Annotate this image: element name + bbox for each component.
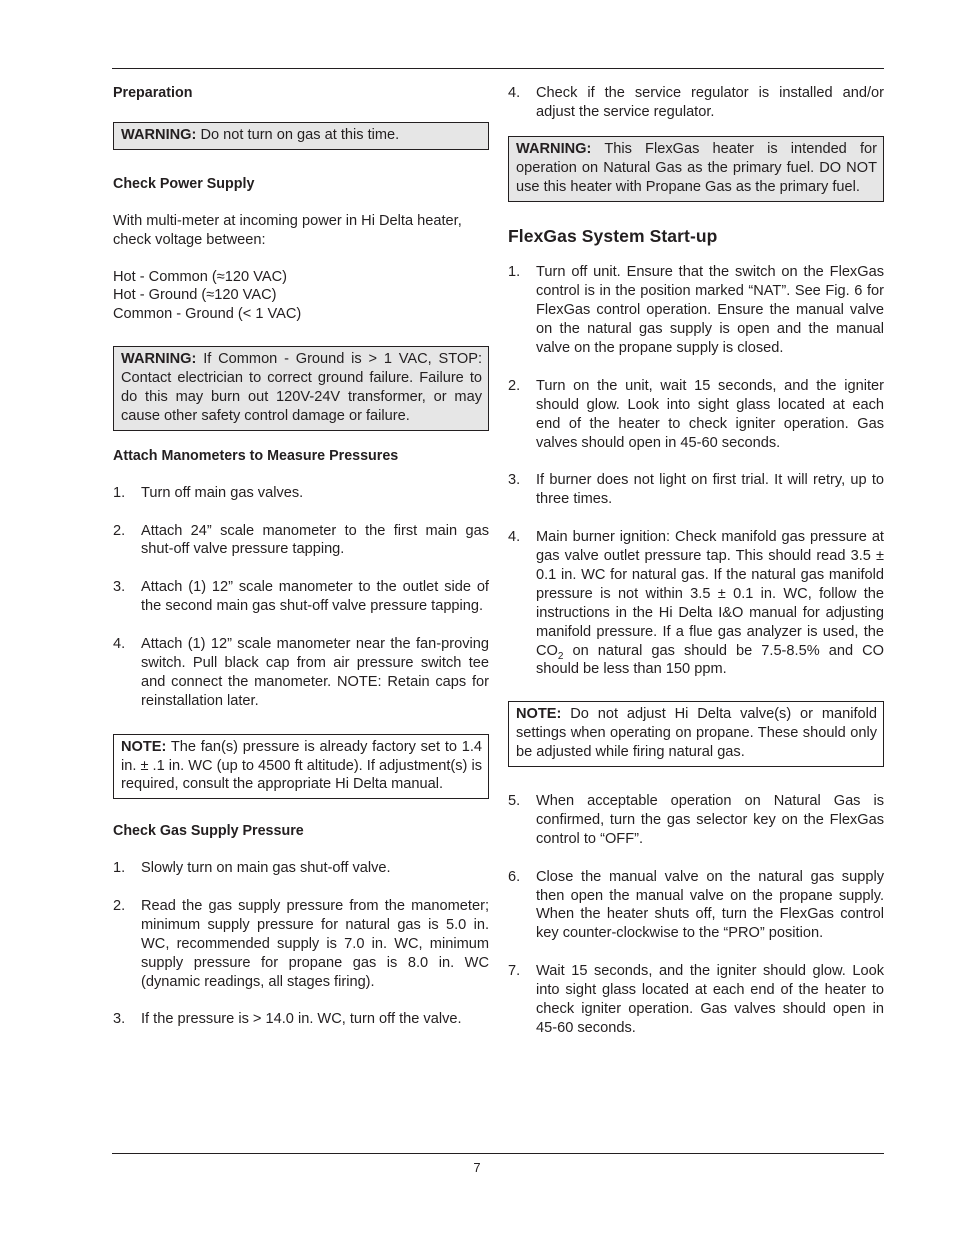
page-number: 7 bbox=[473, 1160, 481, 1175]
manometers-heading: Attach Manometers to Measure Pressures bbox=[113, 447, 399, 464]
note-text: Do not adjust Hi Delta valve(s) or manifold settings when operating on propane. These should only be adjusted while firing natural gas. bbox=[516, 706, 877, 761]
warning-label: WARNING: bbox=[121, 126, 197, 143]
list-item: 1. Turn off main gas valves. bbox=[113, 484, 304, 501]
startup-steps bbox=[508, 263, 884, 679]
final-steps bbox=[508, 792, 884, 1038]
top-rule bbox=[112, 68, 884, 69]
warning-text: Do not turn on gas at this time. bbox=[200, 126, 400, 143]
list-item: 2. Read the gas supply pressure from the manometer; minimum supply pressure for natural gas is 5.0 in. WC, recommended supply is 7.0 in. WC, minimum supply pressure for propane gas is 8.0 in. WC (dynamic readings, all stages firing). bbox=[113, 898, 489, 990]
list-item: 7. Wait 15 seconds, and the igniter should glow. Look into sight glass located at each end of the heater to check igniter operation. Gas valves should open in 45-60 seconds. bbox=[508, 963, 884, 1036]
preparation-heading: Preparation bbox=[113, 85, 193, 101]
power-supply-heading: Check Power Supply bbox=[113, 175, 255, 192]
regulator-step bbox=[508, 84, 884, 122]
warning-label: WARNING: bbox=[516, 140, 592, 157]
gas-supply-heading: Check Gas Supply Pressure bbox=[113, 823, 304, 840]
list-item: 4. Attach (1) 12” scale manometer near the fan-proving switch. Pull black cap from air pressure switch tee and connect the manometer. NOTE: Retain caps for reinstallation later. bbox=[113, 635, 489, 709]
power-intro: With multi-meter at incoming power in Hi Delta heater, check voltage between: bbox=[113, 212, 462, 248]
startup-heading: FlexGas System Start-up bbox=[508, 225, 718, 246]
voltage-list bbox=[113, 268, 489, 325]
note-label: NOTE: bbox=[516, 706, 562, 723]
voltage-line: Hot - Ground (≈120 VAC) bbox=[113, 287, 277, 304]
gas-supply-steps bbox=[113, 859, 489, 1029]
right-column bbox=[508, 84, 884, 1038]
voltage-line: Common - Ground (< 1 VAC) bbox=[113, 306, 302, 323]
list-item: 6. Close the manual valve on the natural gas supply then open the manual valve on the propane supply. When the heater shuts off, turn the FlexGas control key counter-clockwise to the “PRO” position. bbox=[508, 868, 884, 942]
list-item: 4. Check if the service regulator is installed and/or adjust the service regulator. bbox=[508, 85, 884, 120]
list-item: 1. Turn off unit. Ensure that the switch on the FlexGas control is in the position marked “NAT”. See Fig. 6 for FlexGas control operation. Ensure the manual valve on the natural gas supply is open and the manual valve on the propane supply is closed. bbox=[508, 264, 884, 357]
list-item: 3. If burner does not light on first trial. It will retry, up to three times. bbox=[508, 472, 884, 508]
manometer-steps bbox=[113, 484, 489, 711]
note-propane-box bbox=[508, 701, 884, 767]
list-item: 5. When acceptable operation on Natural Gas is confirmed, turn the gas selector key on the FlexGas control to “OFF”. bbox=[508, 793, 884, 847]
list-item: 3. If the pressure is > 14.0 in. WC, turn off the valve. bbox=[113, 1011, 462, 1028]
voltage-line: Hot - Common (≈120 VAC) bbox=[113, 268, 287, 285]
note-text: The fan(s) pressure is already factory set to 1.4 in. ± .1 in. WC (up to 4500 ft altitude). If adjustment(s) is required, consult the appropriate Hi Delta manual. bbox=[121, 738, 483, 793]
bottom-rule bbox=[112, 1153, 884, 1154]
warning-label: WARNING: bbox=[121, 351, 197, 368]
warning-ground-box bbox=[113, 346, 489, 431]
warning-text: If Common - Ground is > 1 VAC, STOP: Contact electrician to correct ground failure. Failure to do this may burn out 120V-24V transformer, or may cause other safety control damage or failure. bbox=[121, 351, 483, 424]
list-item: 1. Slowly turn on main gas shut-off valve. bbox=[113, 860, 391, 877]
left-column bbox=[113, 84, 489, 1029]
note-label: NOTE: bbox=[121, 738, 167, 755]
warning-text: This FlexGas heater is intended for operation on Natural Gas as the primary fuel. DO NOT use this heater with Propane Gas as the primary fuel. bbox=[516, 140, 877, 195]
warning-propane-box bbox=[508, 136, 884, 202]
note-fan-pressure-box bbox=[113, 734, 489, 800]
list-item: 2. Attach 24” scale manometer to the first main gas shut-off valve pressure tapping. bbox=[113, 522, 489, 558]
list-item: 2. Turn on the unit, wait 15 seconds, and the igniter should glow. Look into sight glass located at each end of the heater to check igniter operation. Gas valves should open in 45-60 seconds. bbox=[508, 377, 884, 451]
list-item: 3. Attach (1) 12” scale manometer to the outlet side of the second main gas shut-off valve pressure tapping. bbox=[113, 579, 489, 615]
list-item: 4. Main burner ignition: Check manifold gas pressure at gas valve outlet pressure tap. This should read 3.5 ± 0.1 in. WC for natural gas. If the natural gas manifold pressure is not within 3.5 ± 0.1 in. WC, follow the instructions in the Hi Delta I&O manual for adjusting manifold pressure. If a flue gas analyzer is used, the $CO_2$ on natural gas should be 7.5-8.5% and CO should be less than 150 ppm. bbox=[508, 529, 884, 678]
warning-gas-box bbox=[113, 122, 489, 150]
